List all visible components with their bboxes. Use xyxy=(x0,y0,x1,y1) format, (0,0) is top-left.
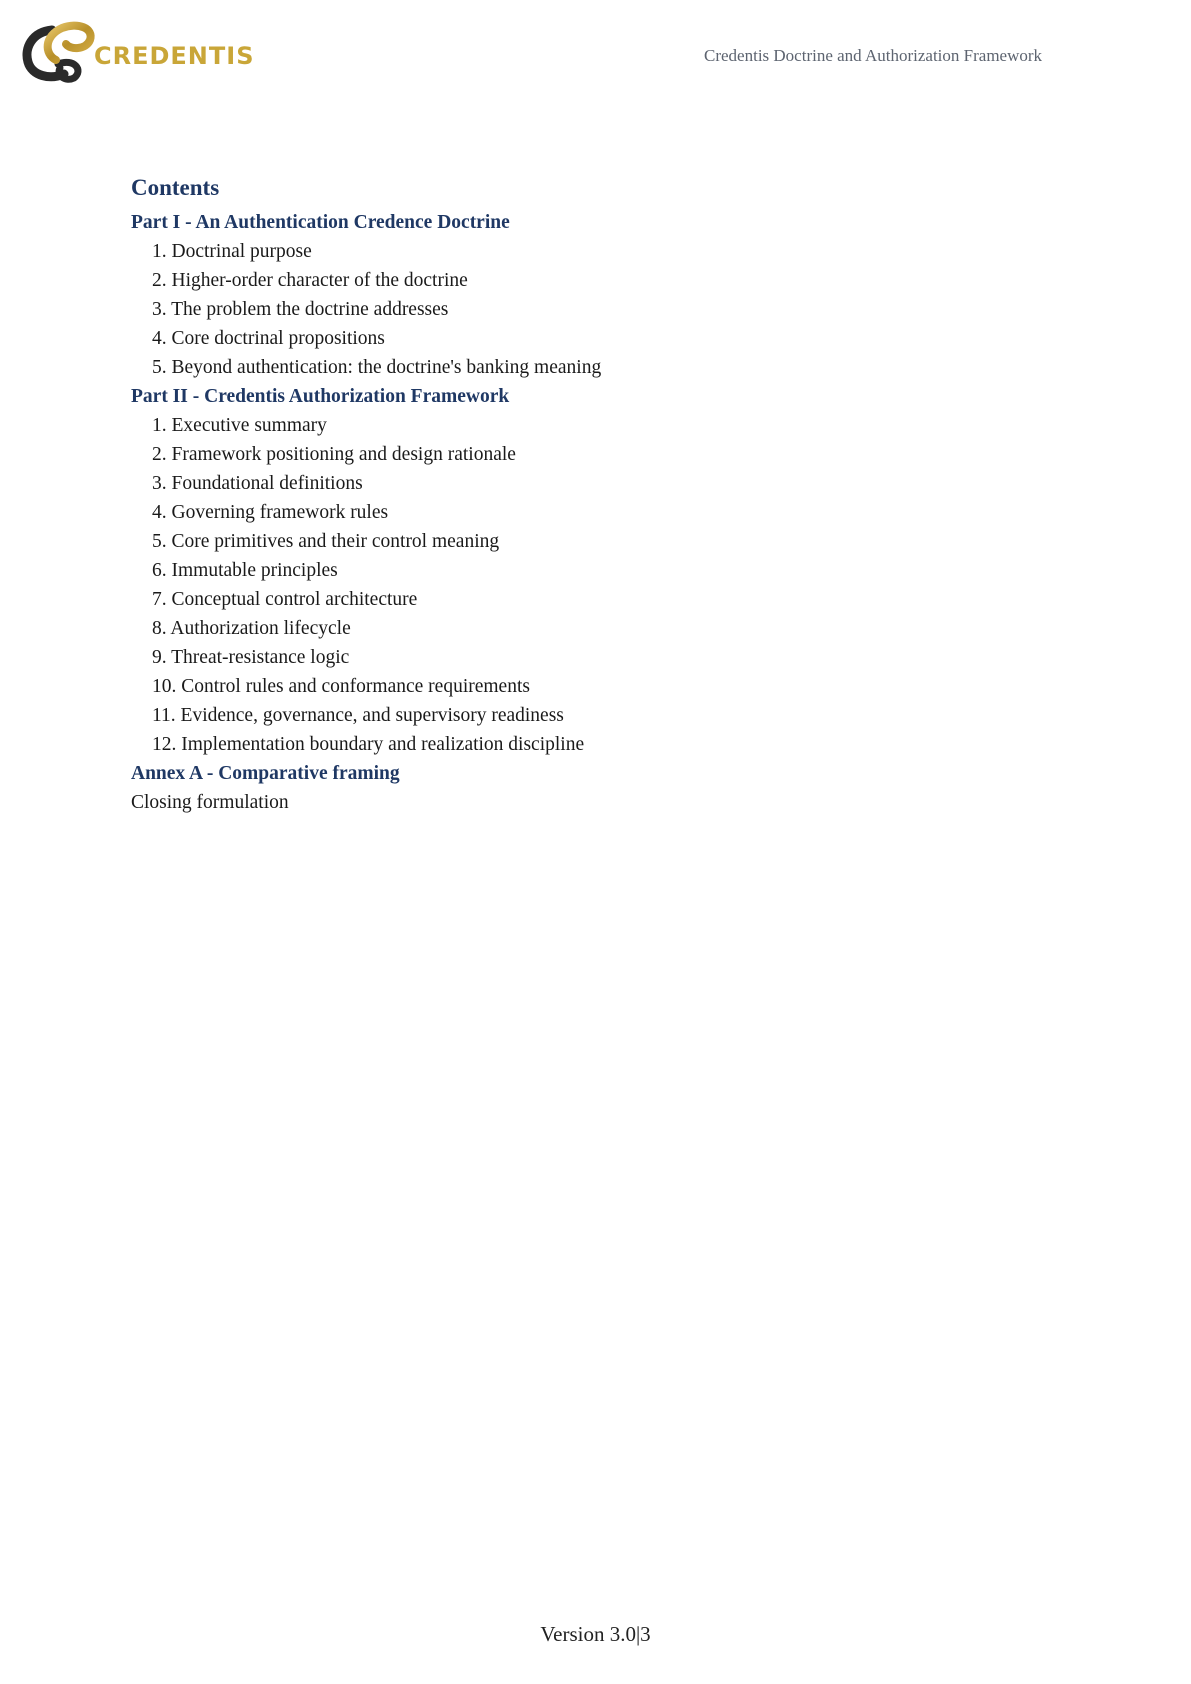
toc-item[interactable]: 10. Control rules and conformance requirements xyxy=(152,676,530,697)
toc-part-2[interactable]: Part II - Credentis Authorization Framework xyxy=(131,386,510,407)
toc-item[interactable]: 3. The problem the doctrine addresses xyxy=(152,299,449,320)
toc-item[interactable]: 2. Framework positioning and design rationale xyxy=(152,444,516,465)
toc-item[interactable]: 12. Implementation boundary and realization discipline xyxy=(152,734,585,755)
toc-item[interactable]: 3. Foundational definitions xyxy=(152,473,363,494)
toc-item[interactable]: 7. Conceptual control architecture xyxy=(152,589,418,610)
running-header: Credentis Doctrine and Authorization Framework xyxy=(704,46,1043,65)
toc-closing[interactable]: Closing formulation xyxy=(131,792,289,813)
toc-heading: Contents xyxy=(131,175,220,200)
table-of-contents xyxy=(131,170,1031,817)
toc-item[interactable]: 5. Core primitives and their control meaning xyxy=(152,531,500,552)
toc-item[interactable]: 4. Governing framework rules xyxy=(152,502,389,523)
toc-item[interactable]: 2. Higher-order character of the doctrine xyxy=(152,270,468,291)
toc-annex-a[interactable]: Annex A - Comparative framing xyxy=(131,763,400,784)
toc-item[interactable]: 1. Doctrinal purpose xyxy=(152,241,312,262)
toc-item[interactable]: 9. Threat-resistance logic xyxy=(152,647,350,668)
toc-item[interactable]: 8. Authorization lifecycle xyxy=(152,618,351,639)
toc-item[interactable]: 5. Beyond authentication: the doctrine's banking meaning xyxy=(152,357,602,378)
credentis-logo xyxy=(22,18,255,84)
page-footer-version: Version 3.0|3 xyxy=(540,1622,651,1646)
toc-item[interactable]: 6. Immutable principles xyxy=(152,560,338,581)
toc-part-1[interactable]: Part I - An Authentication Credence Doctrine xyxy=(131,212,510,233)
toc-item[interactable]: 4. Core doctrinal propositions xyxy=(152,328,385,349)
logo-wordmark: CREDENTIS xyxy=(94,42,255,70)
toc-item[interactable]: 11. Evidence, governance, and supervisory readiness xyxy=(152,705,564,726)
chain-link-icon xyxy=(22,18,102,84)
toc-item[interactable]: 1. Executive summary xyxy=(152,415,327,436)
